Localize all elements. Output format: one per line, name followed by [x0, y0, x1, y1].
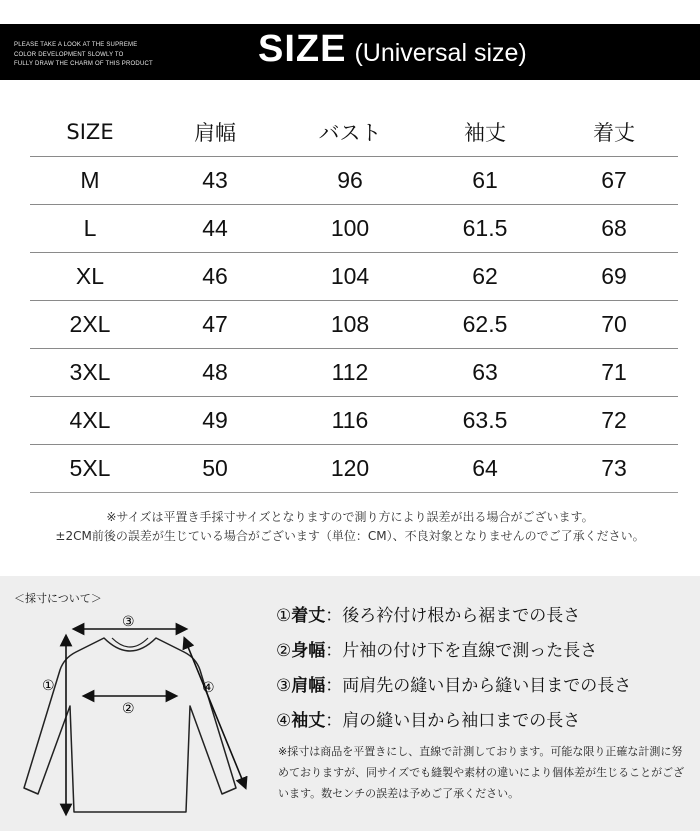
- size-table: [30, 108, 678, 493]
- column-header: 肩幅: [150, 108, 280, 157]
- page-title: [258, 28, 527, 71]
- legend-item: [276, 671, 631, 696]
- shirt-outline: [24, 638, 236, 812]
- legend-desc: ：両肩先の縫い目から縫い目までの長さ: [325, 676, 632, 696]
- table-cell: 108: [280, 301, 420, 349]
- table-cell: 100: [280, 205, 420, 253]
- collar-line: [112, 638, 148, 647]
- tolerance-note: ±2CM前後の誤差が生じている場合がございます（単位：CM）、不良対象となりませんのでご了承ください。: [55, 529, 645, 543]
- table-cell: 112: [280, 349, 420, 397]
- legend-term: 袖丈: [291, 711, 326, 731]
- table-cell: 64: [420, 445, 550, 493]
- table-row: [30, 397, 678, 445]
- table-cell: 4XL: [30, 397, 150, 445]
- legend-number: ④: [276, 711, 292, 731]
- legend-term: 着丈: [291, 606, 326, 626]
- table-cell: XL: [30, 253, 150, 301]
- legend-desc: ：片袖の付け下を直線で測った長さ: [325, 641, 598, 661]
- marker-3: ③: [122, 614, 135, 630]
- table-row: [30, 445, 678, 493]
- table-row: [30, 157, 678, 205]
- measurement-guide: [0, 576, 700, 831]
- table-cell: 47: [150, 301, 280, 349]
- legend-item: [276, 706, 580, 731]
- header-banner: [0, 24, 700, 80]
- title-subtitle: (Universal size): [354, 39, 527, 67]
- table-row: [30, 349, 678, 397]
- table-cell: 48: [150, 349, 280, 397]
- table-cell: 120: [280, 445, 420, 493]
- table-cell: 116: [280, 397, 420, 445]
- table-row: [30, 205, 678, 253]
- table-cell: 62.5: [420, 301, 550, 349]
- legend-number: ②: [276, 641, 292, 661]
- measure-heading: ＜採寸について＞: [14, 592, 102, 605]
- table-header-row: [30, 108, 678, 157]
- table-cell: 104: [280, 253, 420, 301]
- marker-2: ②: [122, 701, 135, 717]
- legend-number: ③: [276, 676, 292, 696]
- table-cell: 5XL: [30, 445, 150, 493]
- table-cell: 71: [550, 349, 678, 397]
- column-header: 袖丈: [420, 108, 550, 157]
- table-cell: 61.5: [420, 205, 550, 253]
- table-row: [30, 253, 678, 301]
- legend-item: [276, 636, 597, 661]
- table-cell: 2XL: [30, 301, 150, 349]
- table-cell: 63: [420, 349, 550, 397]
- tagline-line: FULLY DRAW THE CHARM OF THIS PRODUCT: [14, 61, 153, 67]
- table-cell: 43: [150, 157, 280, 205]
- table-cell: 50: [150, 445, 280, 493]
- table-cell: 61: [420, 157, 550, 205]
- shirt-diagram: [0, 598, 260, 831]
- tagline-line: COLOR DEVELOPMENT SLOWLY TO: [14, 51, 124, 58]
- marker-1: ①: [42, 678, 55, 694]
- table-row: [30, 301, 678, 349]
- table-cell: 73: [550, 445, 678, 493]
- sleeve-arrow: [186, 642, 244, 784]
- measurement-footnote: ※採寸は商品を平置きにし、直線で計測しております。可能な限り正確な計測に努めておりますが、同サイズでも縫製や素材の違いにより個体差が生じることがございます。数センチの誤差は予めご了承ください。: [278, 745, 685, 800]
- table-cell: 72: [550, 397, 678, 445]
- measurement-note: ※サイズは平置き手採寸サイズとなりますので測り方により誤差が出る場合がございます。: [106, 510, 594, 524]
- table-cell: 44: [150, 205, 280, 253]
- table-cell: 63.5: [420, 397, 550, 445]
- legend-desc: ：肩の縫い目から袖口までの長さ: [325, 711, 581, 731]
- column-header: SIZE: [30, 108, 150, 157]
- title-size: SIZE: [258, 28, 347, 70]
- table-cell: L: [30, 205, 150, 253]
- legend-desc: ：後ろ衿付け根から裾までの長さ: [325, 606, 581, 626]
- tagline-line: PLEASE TAKE A LOOK AT THE SUPREME: [14, 42, 138, 48]
- table-cell: 68: [550, 205, 678, 253]
- column-header: 着丈: [550, 108, 678, 157]
- table-cell: 3XL: [30, 349, 150, 397]
- header-tagline: [14, 41, 153, 70]
- table-cell: M: [30, 157, 150, 205]
- table-cell: 67: [550, 157, 678, 205]
- table-cell: 70: [550, 301, 678, 349]
- table-cell: 49: [150, 397, 280, 445]
- column-header: バスト: [280, 108, 420, 157]
- marker-4: ④: [202, 680, 215, 696]
- legend-number: ①: [276, 606, 292, 626]
- table-cell: 96: [280, 157, 420, 205]
- table-cell: 46: [150, 253, 280, 301]
- table-cell: 69: [550, 253, 678, 301]
- legend-item: [276, 601, 580, 626]
- legend-term: 身幅: [291, 641, 326, 661]
- legend-term: 肩幅: [291, 676, 326, 696]
- table-cell: 62: [420, 253, 550, 301]
